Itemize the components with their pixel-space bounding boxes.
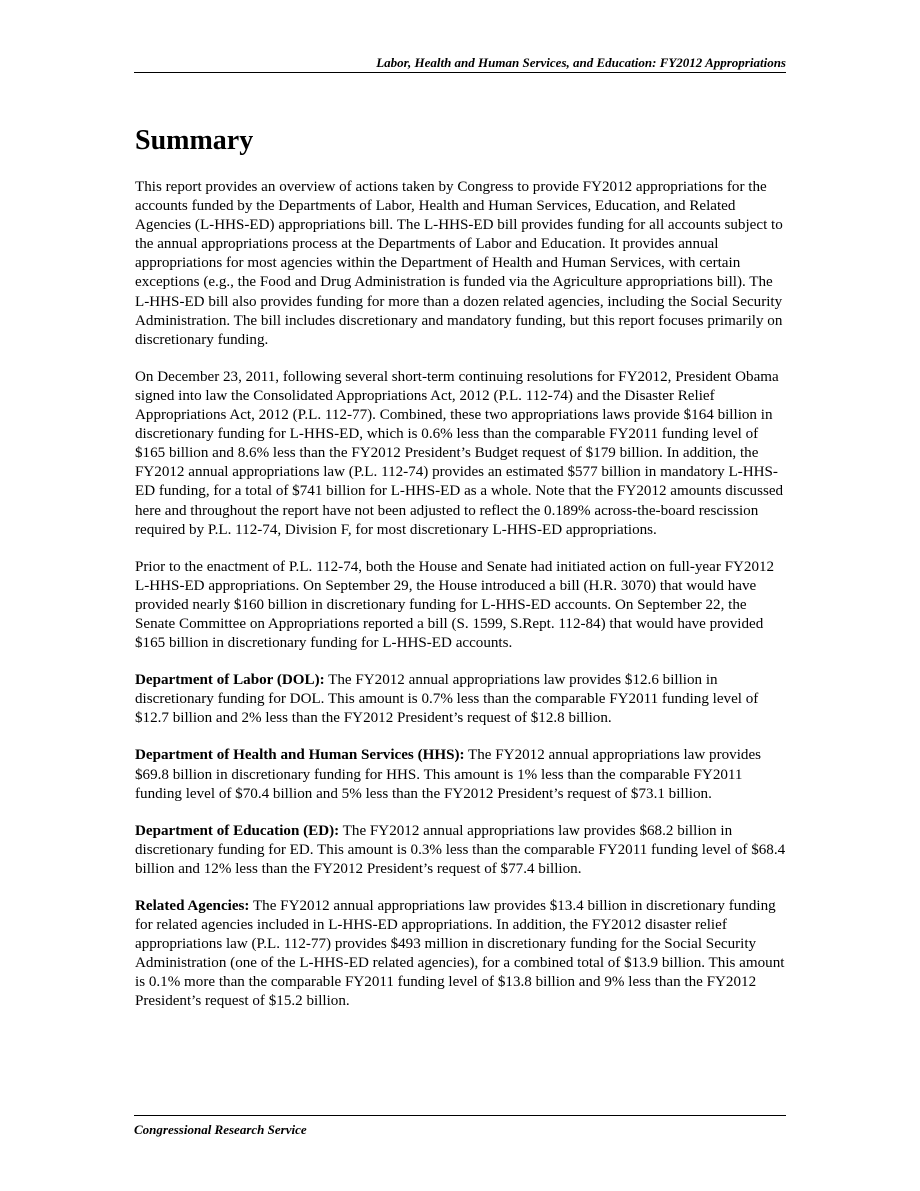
paragraph-text: The FY2012 annual appropriations law provides $12.6 billion in discretionary funding for DOL. This amount is 0.7% less than the comparable FY2011 funding level of $12.7 billion and 2% less than the FY2012 President’s request of $12.8 billion.	[135, 672, 759, 727]
paragraph-related-agencies	[135, 897, 787, 1012]
paragraph-text: This report provides an overview of actions taken by Congress to provide FY2012 appropriations for the accounts funded by the Departments of Labor, Health and Human Services, Education, and Related Agencies (L-HHS-ED) appropriations bill. The L-HHS-ED bill provides funding for all accounts subject to the annual appropriations process at the Departments of Labor and Education. It provides annual appropriations for most agencies within the Department of Health and Human Services, with certain exceptions (e.g., the Food and Drug Administration is funded via the Agriculture appropriations bill). The L-HHS-ED bill also provides funding for more than a dozen related agencies, including the Social Security Administration. The bill includes discretionary and mandatory funding, but this report focuses primarily on discretionary funding.	[135, 179, 783, 348]
running-header	[134, 54, 786, 73]
paragraph-lead: Department of Education (ED):	[135, 822, 340, 839]
summary-body	[135, 178, 787, 1030]
running-header-title: Labor, Health and Human Services, and Education: FY2012 Appropriations	[376, 55, 786, 70]
paragraph-hhs	[135, 746, 787, 803]
page-title: Summary	[135, 125, 254, 156]
paragraph-lead: Department of Labor (DOL):	[135, 672, 325, 689]
footer-source: Congressional Research Service	[134, 1122, 307, 1137]
paragraph-dol	[135, 671, 787, 728]
paragraph-text: The FY2012 annual appropriations law provides $69.8 billion in discretionary funding for HHS. This amount is 1% less than the comparable FY2011 funding level of $70.4 billion and 5% less than the FY2012 President’s request of $73.1 billion.	[135, 747, 762, 802]
paragraph-lead: Department of Health and Human Services (HHS):	[135, 747, 465, 764]
paragraph-prior-action	[135, 558, 787, 653]
paragraph-text: Prior to the enactment of P.L. 112-74, both the House and Senate had initiated action on full-year FY2012 L-HHS-ED appropriations. On September 29, the House introduced a bill (H.R. 3070) that would have provided nearly $160 billion in discretionary funding for L-HHS-ED accounts. On September 22, the Senate Committee on Appropriations reported a bill (S. 1599, S.Rept. 112-84) that would have provided $165 billion in discretionary funding for L-HHS-ED accounts.	[135, 558, 775, 652]
paragraph-overview	[135, 178, 787, 350]
page-footer	[134, 1115, 786, 1138]
paragraph-text: On December 23, 2011, following several short-term continuing resolutions for FY2012, President Obama signed into law the Consolidated Appropriations Act, 2012 (P.L. 112-74) and the Disaster Relief Appropriations Act, 2012 (P.L. 112-77). Combined, these two appropriations laws provide $164 billion in discretionary funding for L-HHS-ED, which is 0.6% less than the comparable FY2011 funding level of $165 billion and 8.6% less than the FY2012 President’s Budget request of $179 billion. In addition, the FY2012 annual appropriations law (P.L. 112-74) provides an estimated $577 billion in mandatory L-HHS-ED funding, for a total of $741 billion for L-HHS-ED as a whole. Note that the FY2012 amounts discussed here and throughout the report have not been adjusted to reflect the 0.189% across-the-board rescission required by P.L. 112-74, Division F, for most discretionary L-HHS-ED appropriations.	[135, 368, 784, 538]
paragraph-text: The FY2012 annual appropriations law provides $13.4 billion in discretionary funding for related agencies included in L-HHS-ED appropriations. In addition, the FY2012 disaster relief appropriations law (P.L. 112-77) provides $493 million in discretionary funding for the Social Security Administration (one of the L-HHS-ED related agencies), for a combined total of $13.9 billion. This amount is 0.1% more than the comparable FY2011 funding level of $13.8 billion and 9% less than the FY2012 President’s request of $15.2 billion.	[135, 898, 785, 1010]
paragraph-enactment	[135, 368, 787, 540]
paragraph-text: The FY2012 annual appropriations law provides $68.2 billion in discretionary funding for ED. This amount is 0.3% less than the comparable FY2011 funding level of $68.4 billion and 12% less than the FY2012 President’s request of $77.4 billion.	[135, 822, 786, 877]
paragraph-ed	[135, 822, 787, 879]
paragraph-lead: Related Agencies:	[135, 898, 250, 914]
